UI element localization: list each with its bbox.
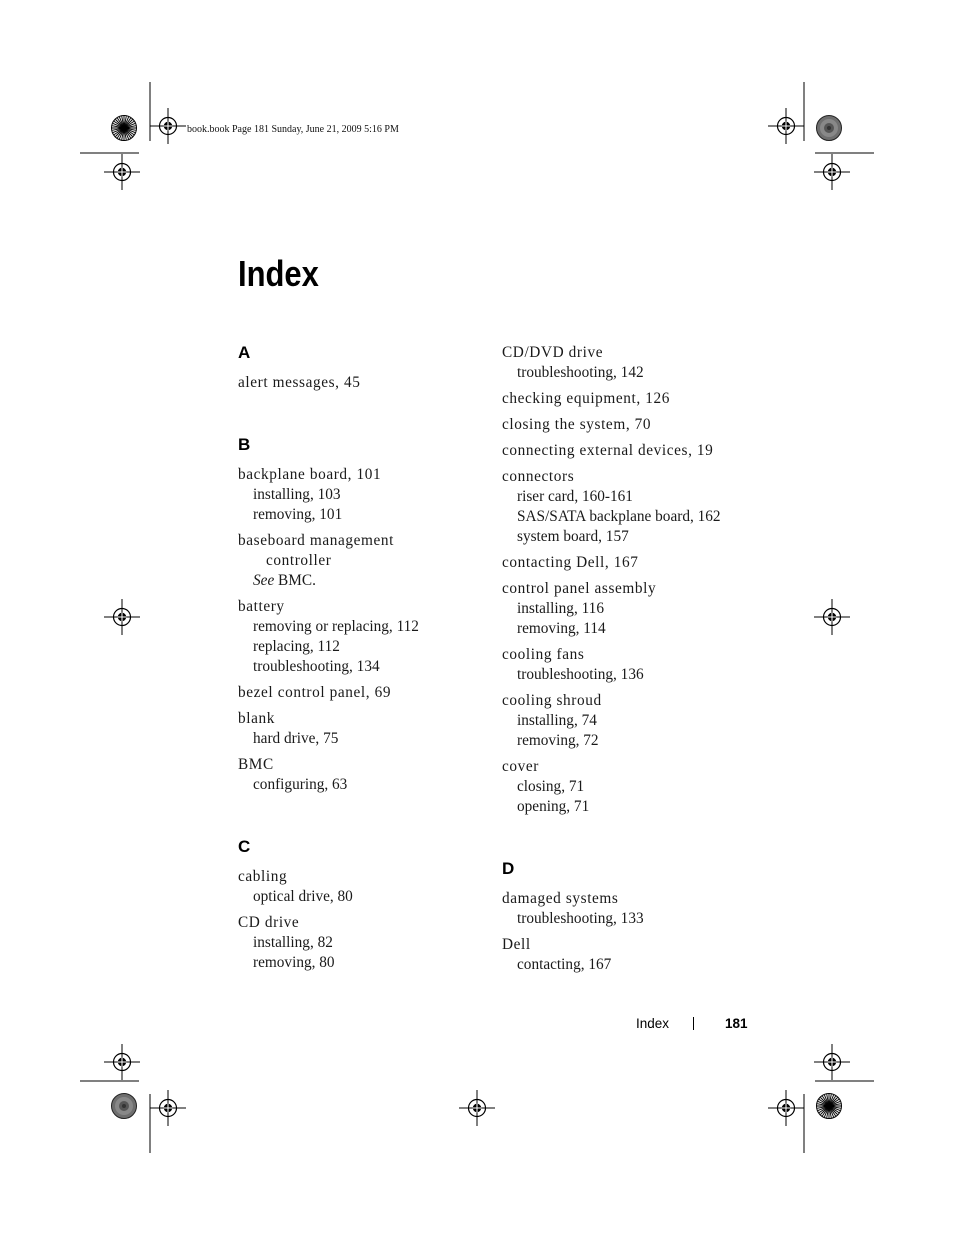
index-term: cabling: [238, 868, 288, 885]
index-term: connecting external devices, 19: [502, 442, 714, 459]
index-entry: [238, 755, 470, 795]
index-entry: [502, 889, 734, 929]
index-subentry: removing or replacing, 112: [253, 618, 419, 635]
index-entry: [238, 913, 470, 973]
footer-section-label: Index: [636, 1016, 670, 1031]
index-term: backplane board, 101: [238, 466, 382, 483]
index-entry: [238, 683, 470, 703]
index-subentry: troubleshooting, 134: [253, 658, 380, 675]
index-subentry: hard drive, 75: [253, 730, 339, 747]
index-term: cooling fans: [502, 646, 585, 663]
index-entry: [502, 415, 734, 435]
index-entry: [502, 389, 734, 409]
index-subentry: closing, 71: [517, 778, 585, 795]
index-entry: [238, 373, 470, 393]
index-entry: [502, 343, 734, 383]
index-term: Dell: [502, 936, 531, 953]
index-subentry: riser card, 160-161: [517, 488, 633, 505]
index-letter-heading: D: [502, 859, 515, 878]
see-target: BMC.: [274, 572, 316, 589]
footer-separator: [693, 1017, 694, 1030]
index-entry: [502, 553, 734, 573]
crop-lines: [80, 82, 874, 1153]
index-term: connectors: [502, 468, 575, 485]
index-term: blank: [238, 710, 275, 727]
index-subentry: removing, 72: [517, 732, 599, 749]
page-number: 181: [725, 1016, 748, 1031]
index-letter-heading: B: [238, 435, 251, 454]
index-term: bezel control panel, 69: [238, 684, 392, 701]
index-term: closing the system, 70: [502, 416, 652, 433]
index-entry: [238, 597, 470, 677]
index-entry: [502, 691, 734, 751]
index-subentry: system board, 157: [517, 528, 629, 545]
index-subentry: installing, 74: [517, 712, 597, 729]
index-subentry: troubleshooting, 133: [517, 910, 644, 927]
index-term: alert messages, 45: [238, 374, 361, 391]
index-term: CD drive: [238, 914, 300, 931]
index-term: baseboard management: [238, 532, 394, 549]
index-subentry: installing, 82: [253, 934, 333, 951]
index-entry: [502, 441, 734, 461]
index-entry: [502, 935, 734, 975]
index-letter-heading: C: [238, 837, 251, 856]
index-entry: [238, 867, 470, 907]
index-subentry: replacing, 112: [253, 638, 340, 655]
index-subentry: installing, 103: [253, 486, 341, 503]
see-label: See: [253, 572, 275, 589]
printer-slug-line: book.book Page 181 Sunday, June 21, 2009 5:16 PM: [187, 124, 399, 135]
index-entry: [238, 531, 470, 591]
index-term: cover: [502, 758, 539, 775]
index-entry: [502, 579, 734, 639]
page-title: Index: [238, 253, 319, 294]
index-entry: [502, 757, 734, 817]
index-subentry: contacting, 167: [517, 956, 612, 973]
index-term: checking equipment, 126: [502, 390, 671, 407]
index-subentry: optical drive, 80: [253, 888, 353, 905]
index-entry: [502, 467, 734, 547]
index-column-left: [238, 343, 470, 979]
index-term: contacting Dell, 167: [502, 554, 639, 571]
index-subentry: removing, 80: [253, 954, 335, 971]
index-term: BMC: [238, 756, 274, 773]
index-column-right: [502, 343, 734, 981]
index-letter-heading: A: [238, 343, 251, 362]
index-subentry: opening, 71: [517, 798, 590, 815]
index-subentry: removing, 101: [253, 506, 343, 523]
index-term: damaged systems: [502, 890, 619, 907]
index-entry: [502, 645, 734, 685]
index-term: CD/DVD drive: [502, 344, 604, 361]
index-entry: [238, 709, 470, 749]
index-term: battery: [238, 598, 285, 615]
index-subentry: troubleshooting, 136: [517, 666, 644, 683]
index-subentry: installing, 116: [517, 600, 604, 617]
index-term-continuation: controller: [266, 552, 332, 569]
index-see-reference: [238, 571, 470, 591]
index-subentry: removing, 114: [517, 620, 606, 637]
index-subentry: SAS/SATA backplane board, 162: [517, 508, 721, 525]
index-subentry: configuring, 63: [253, 776, 348, 793]
index-subentry: troubleshooting, 142: [517, 364, 644, 381]
index-term: control panel assembly: [502, 580, 657, 597]
index-term: cooling shroud: [502, 692, 602, 709]
index-entry: [238, 465, 470, 525]
